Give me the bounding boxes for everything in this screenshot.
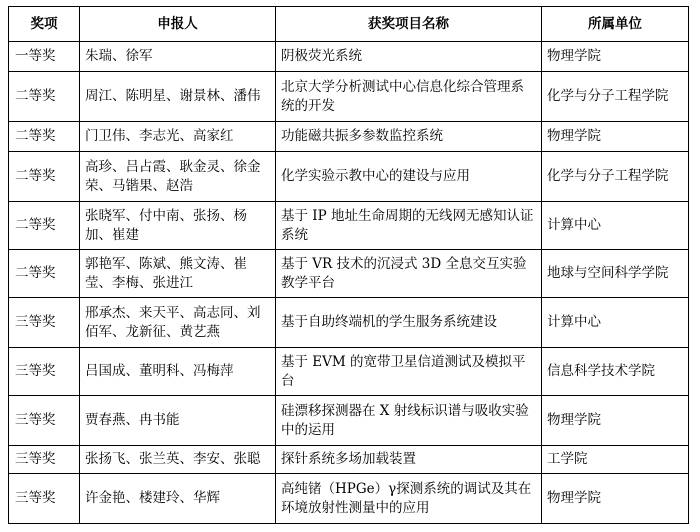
unit-cell: 计算中心: [542, 298, 689, 348]
unit-cell: 计算中心: [542, 202, 689, 250]
award-cell: 二等奖: [9, 202, 80, 250]
project-cell: 高纯锗（HPGe）γ探测系统的调试及其在环境放射性测量中的应用: [276, 474, 542, 524]
applicants-cell: 张扬飞、张兰英、李安、张聪: [80, 446, 276, 474]
unit-cell: 信息科学技术学院: [542, 348, 689, 396]
header-award: 奖项: [9, 7, 80, 42]
project-cell: 基于 VR 技术的沉浸式 3D 全息交互实验教学平台: [276, 250, 542, 298]
table-row: [9, 446, 689, 474]
applicants-cell: 邢承杰、来天平、高志同、刘佰军、龙新征、黄艺燕: [80, 298, 276, 348]
table-row: [9, 250, 689, 298]
project-cell: 功能磁共振多参数监控系统: [276, 122, 542, 152]
table-row: [9, 298, 689, 348]
award-cell: 三等奖: [9, 474, 80, 524]
project-cell: 硅漂移探测器在 X 射线标识谱与吸收实验中的运用: [276, 396, 542, 446]
applicants-cell: 张晓军、付中南、张扬、杨加、崔建: [80, 202, 276, 250]
table-row: [9, 202, 689, 250]
award-cell: 三等奖: [9, 396, 80, 446]
table-row: [9, 72, 689, 122]
header-row: [9, 7, 689, 42]
award-table: [8, 6, 689, 524]
project-cell: 化学实验示教中心的建设与应用: [276, 152, 542, 202]
table-row: [9, 42, 689, 72]
table-row: [9, 474, 689, 524]
unit-cell: 化学与分子工程学院: [542, 72, 689, 122]
project-cell: 北京大学分析测试中心信息化综合管理系统的开发: [276, 72, 542, 122]
table-row: [9, 396, 689, 446]
header-unit: 所属单位: [542, 7, 689, 42]
table-row: [9, 122, 689, 152]
award-cell: 三等奖: [9, 298, 80, 348]
project-cell: 探针系统多场加载装置: [276, 446, 542, 474]
unit-cell: 物理学院: [542, 42, 689, 72]
applicants-cell: 周江、陈明星、谢景林、潘伟: [80, 72, 276, 122]
table-row: [9, 152, 689, 202]
table-row: [9, 348, 689, 396]
award-cell: 二等奖: [9, 72, 80, 122]
applicants-cell: 门卫伟、李志光、高家红: [80, 122, 276, 152]
project-cell: 阴极荧光系统: [276, 42, 542, 72]
unit-cell: 工学院: [542, 446, 689, 474]
applicants-cell: 郭艳军、陈斌、熊文涛、崔莹、李梅、张进江: [80, 250, 276, 298]
award-cell: 三等奖: [9, 348, 80, 396]
award-cell: 一等奖: [9, 42, 80, 72]
unit-cell: 地球与空间科学学院: [542, 250, 689, 298]
applicants-cell: 朱瑞、徐军: [80, 42, 276, 72]
applicants-cell: 吕国成、董明科、冯梅萍: [80, 348, 276, 396]
header-applicants: 申报人: [80, 7, 276, 42]
award-cell: 二等奖: [9, 152, 80, 202]
unit-cell: 物理学院: [542, 396, 689, 446]
applicants-cell: 贾春燕、冉书能: [80, 396, 276, 446]
unit-cell: 物理学院: [542, 474, 689, 524]
unit-cell: 物理学院: [542, 122, 689, 152]
project-cell: 基于 EVM 的宽带卫星信道测试及模拟平台: [276, 348, 542, 396]
applicants-cell: 许金艳、楼建玲、华辉: [80, 474, 276, 524]
project-cell: 基于 IP 地址生命周期的无线网无感知认证系统: [276, 202, 542, 250]
award-cell: 二等奖: [9, 250, 80, 298]
unit-cell: 化学与分子工程学院: [542, 152, 689, 202]
project-cell: 基于自助终端机的学生服务系统建设: [276, 298, 542, 348]
header-project: 获奖项目名称: [276, 7, 542, 42]
award-cell: 二等奖: [9, 122, 80, 152]
award-cell: 三等奖: [9, 446, 80, 474]
applicants-cell: 高珍、吕占霞、耿金灵、徐金荣、马锴果、赵浩: [80, 152, 276, 202]
